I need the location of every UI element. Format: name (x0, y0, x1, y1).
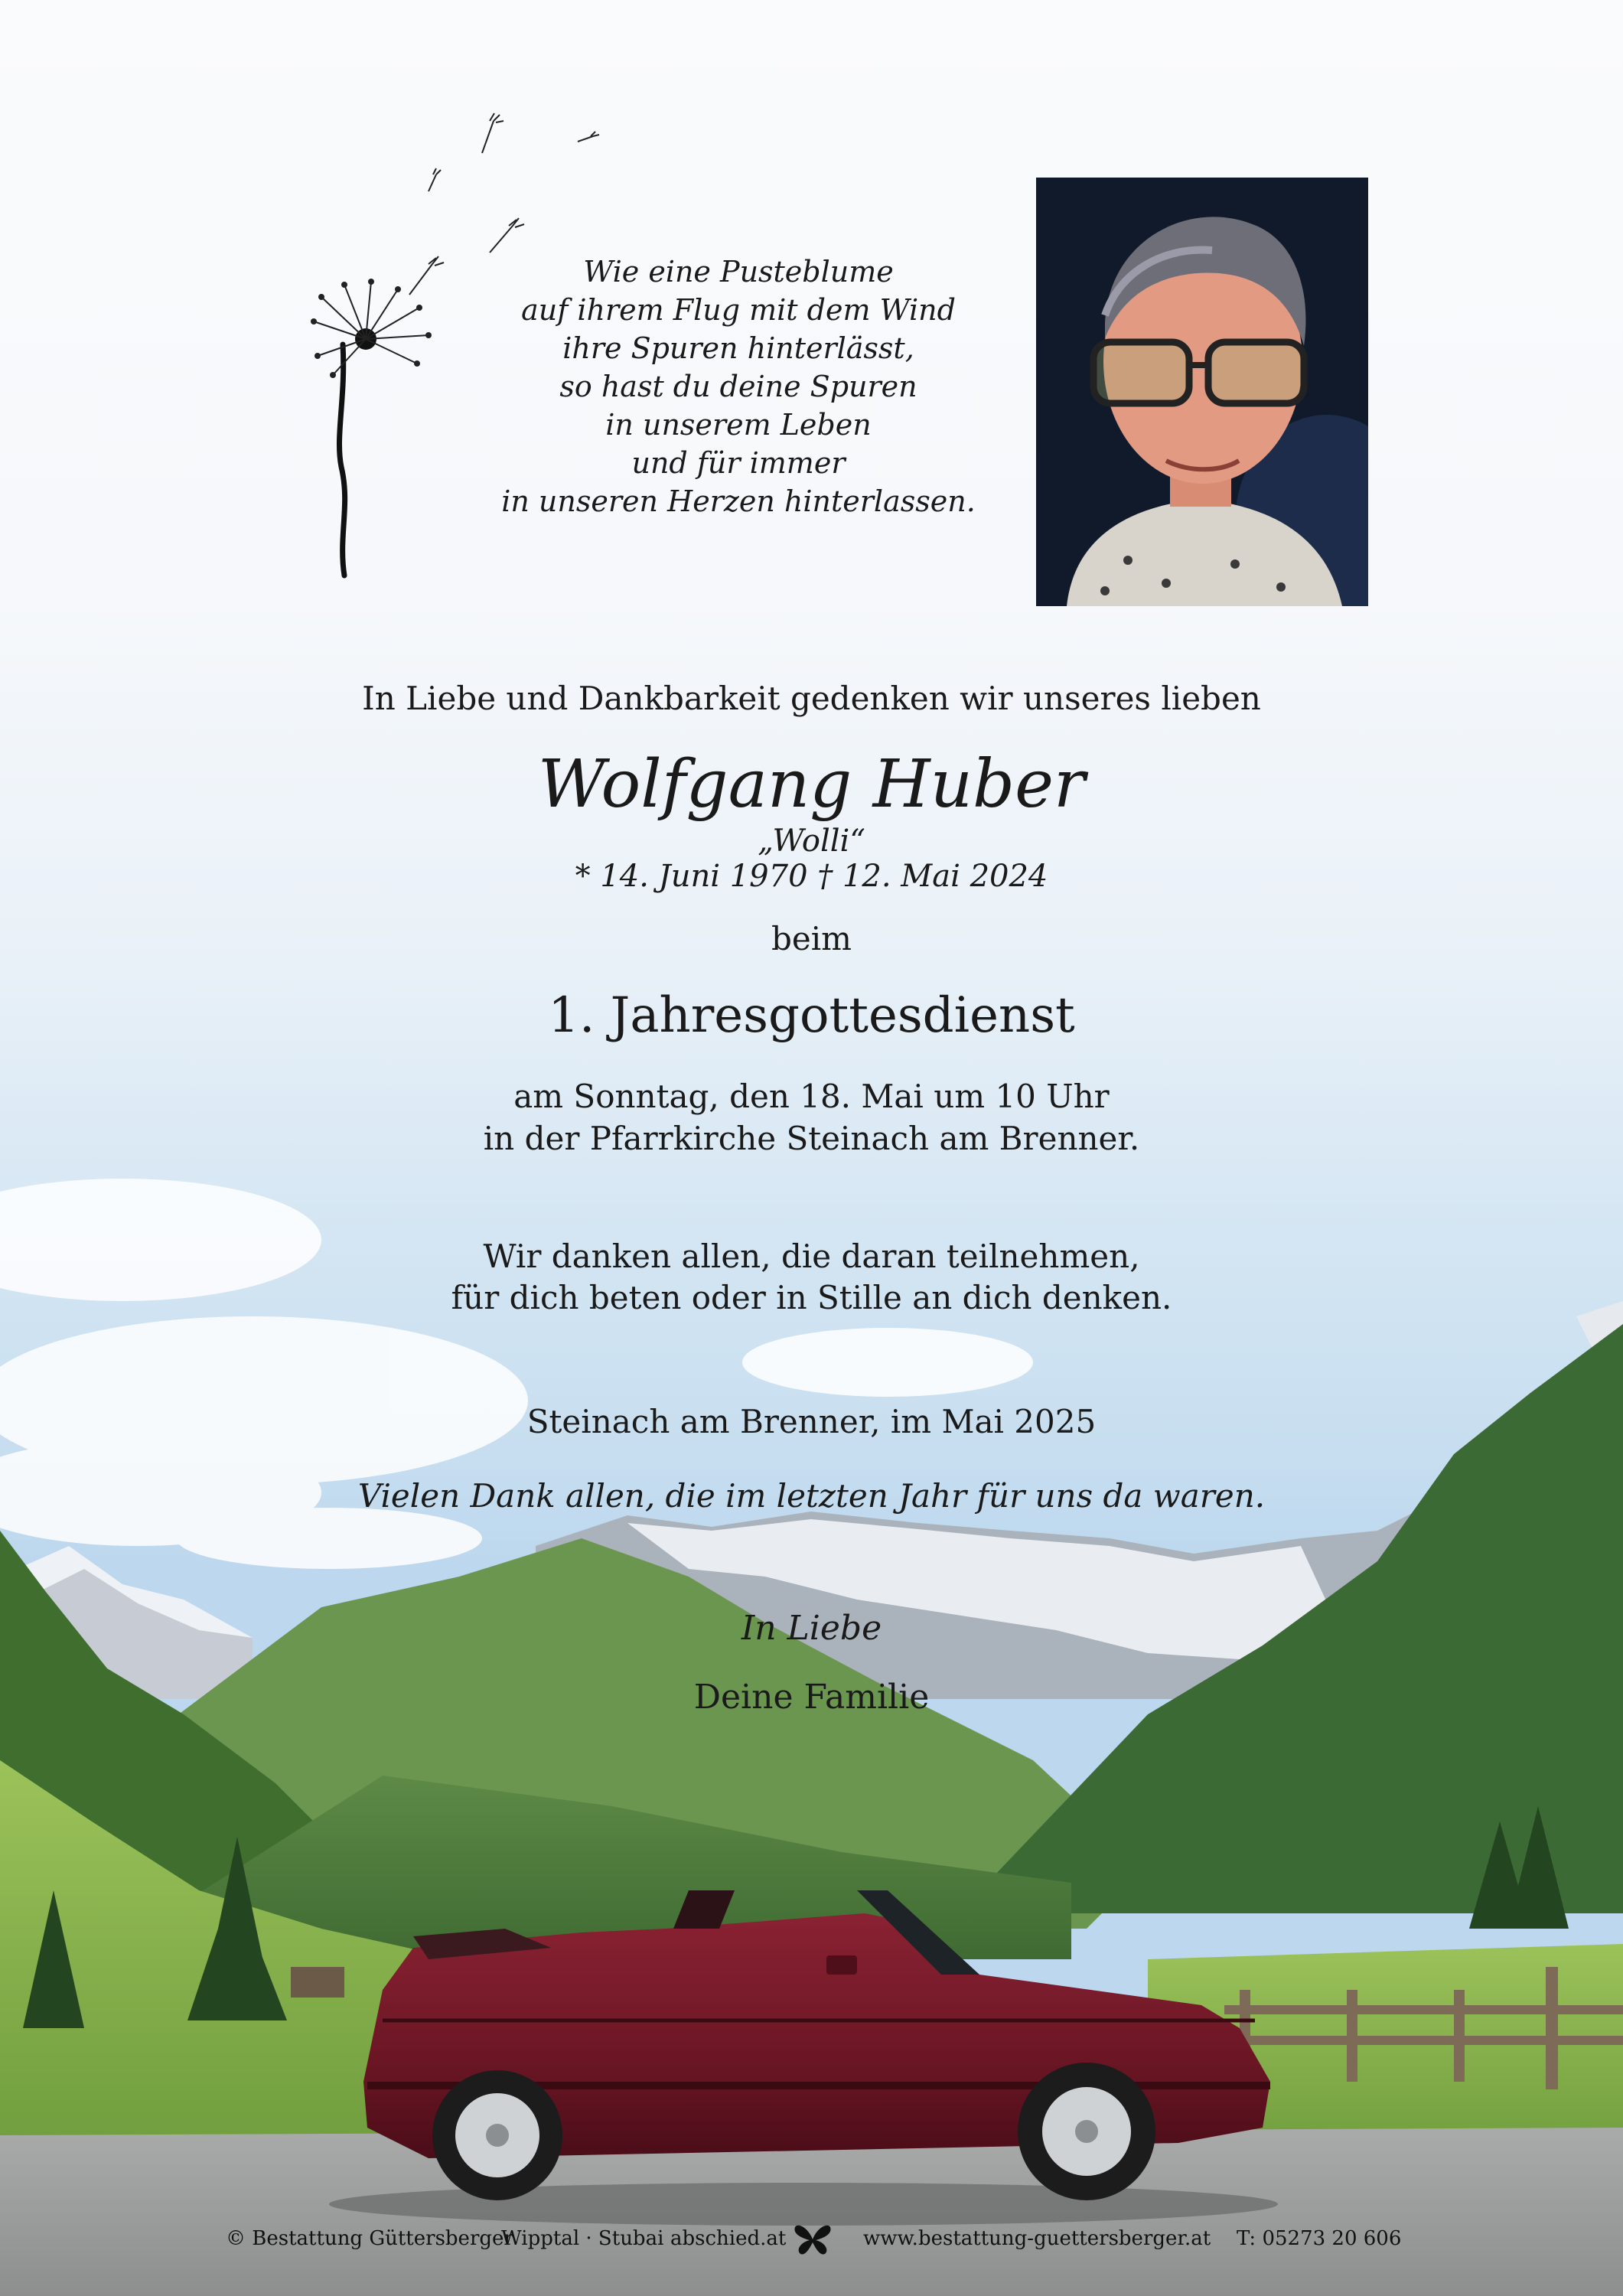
poem-line: in unserem Leben (605, 408, 872, 442)
footer-portal-link[interactable]: abschied.at (670, 2227, 787, 2250)
place-date: Steinach am Brenner, im Mai 2025 (526, 1403, 1097, 1440)
portrait-photo (1036, 178, 1368, 606)
memorial-poem (482, 253, 995, 520)
poem-line: und für immer (631, 446, 846, 480)
in-liebe: In Liebe (741, 1609, 882, 1648)
event-title: 1. Jahresgottesdienst (548, 987, 1075, 1044)
footer (0, 2227, 1623, 2267)
family-signature: Deine Familie (693, 1678, 930, 1717)
event-location: in der Pfarrkirche Steinach am Brenner. (483, 1120, 1140, 1157)
poem-line: Wie eine Pusteblume (583, 255, 894, 289)
life-dates: * 14. Juni 1970 † 12. Mai 2024 (575, 859, 1048, 894)
butterfly-icon (793, 2223, 833, 2256)
closing-line: Vielen Dank allen, die im letzten Jahr für uns da waren. (357, 1477, 1266, 1515)
deceased-name: Wolfgang Huber (537, 746, 1086, 823)
poem-line: in unseren Herzen hinterlassen. (501, 484, 976, 518)
beim-text: beim (771, 920, 852, 957)
footer-phone: T: 05273 20 606 (1237, 2227, 1402, 2250)
footer-region: Wipptal · Stubai (501, 2227, 664, 2250)
thanks-line: Wir danken allen, die daran teilnehmen, (483, 1238, 1140, 1275)
event-time: am Sonntag, den 18. Mai um 10 Uhr (513, 1078, 1110, 1115)
footer-website-link[interactable]: www.bestattung-guettersberger.at (863, 2227, 1211, 2250)
poem-line: ihre Spuren hinterlässt, (562, 331, 914, 365)
thanks-line: für dich beten oder in Stille an dich denken. (451, 1279, 1172, 1316)
nickname: „Wolli“ (758, 823, 865, 859)
poem-line: so hast du deine Spuren (559, 370, 917, 403)
intro-line: In Liebe und Dankbarkeit gedenken wir unseres lieben (362, 680, 1261, 717)
poem-line: auf ihrem Flug mit dem Wind (521, 293, 956, 327)
footer-copyright: © Bestattung Güttersberger (226, 2227, 513, 2250)
